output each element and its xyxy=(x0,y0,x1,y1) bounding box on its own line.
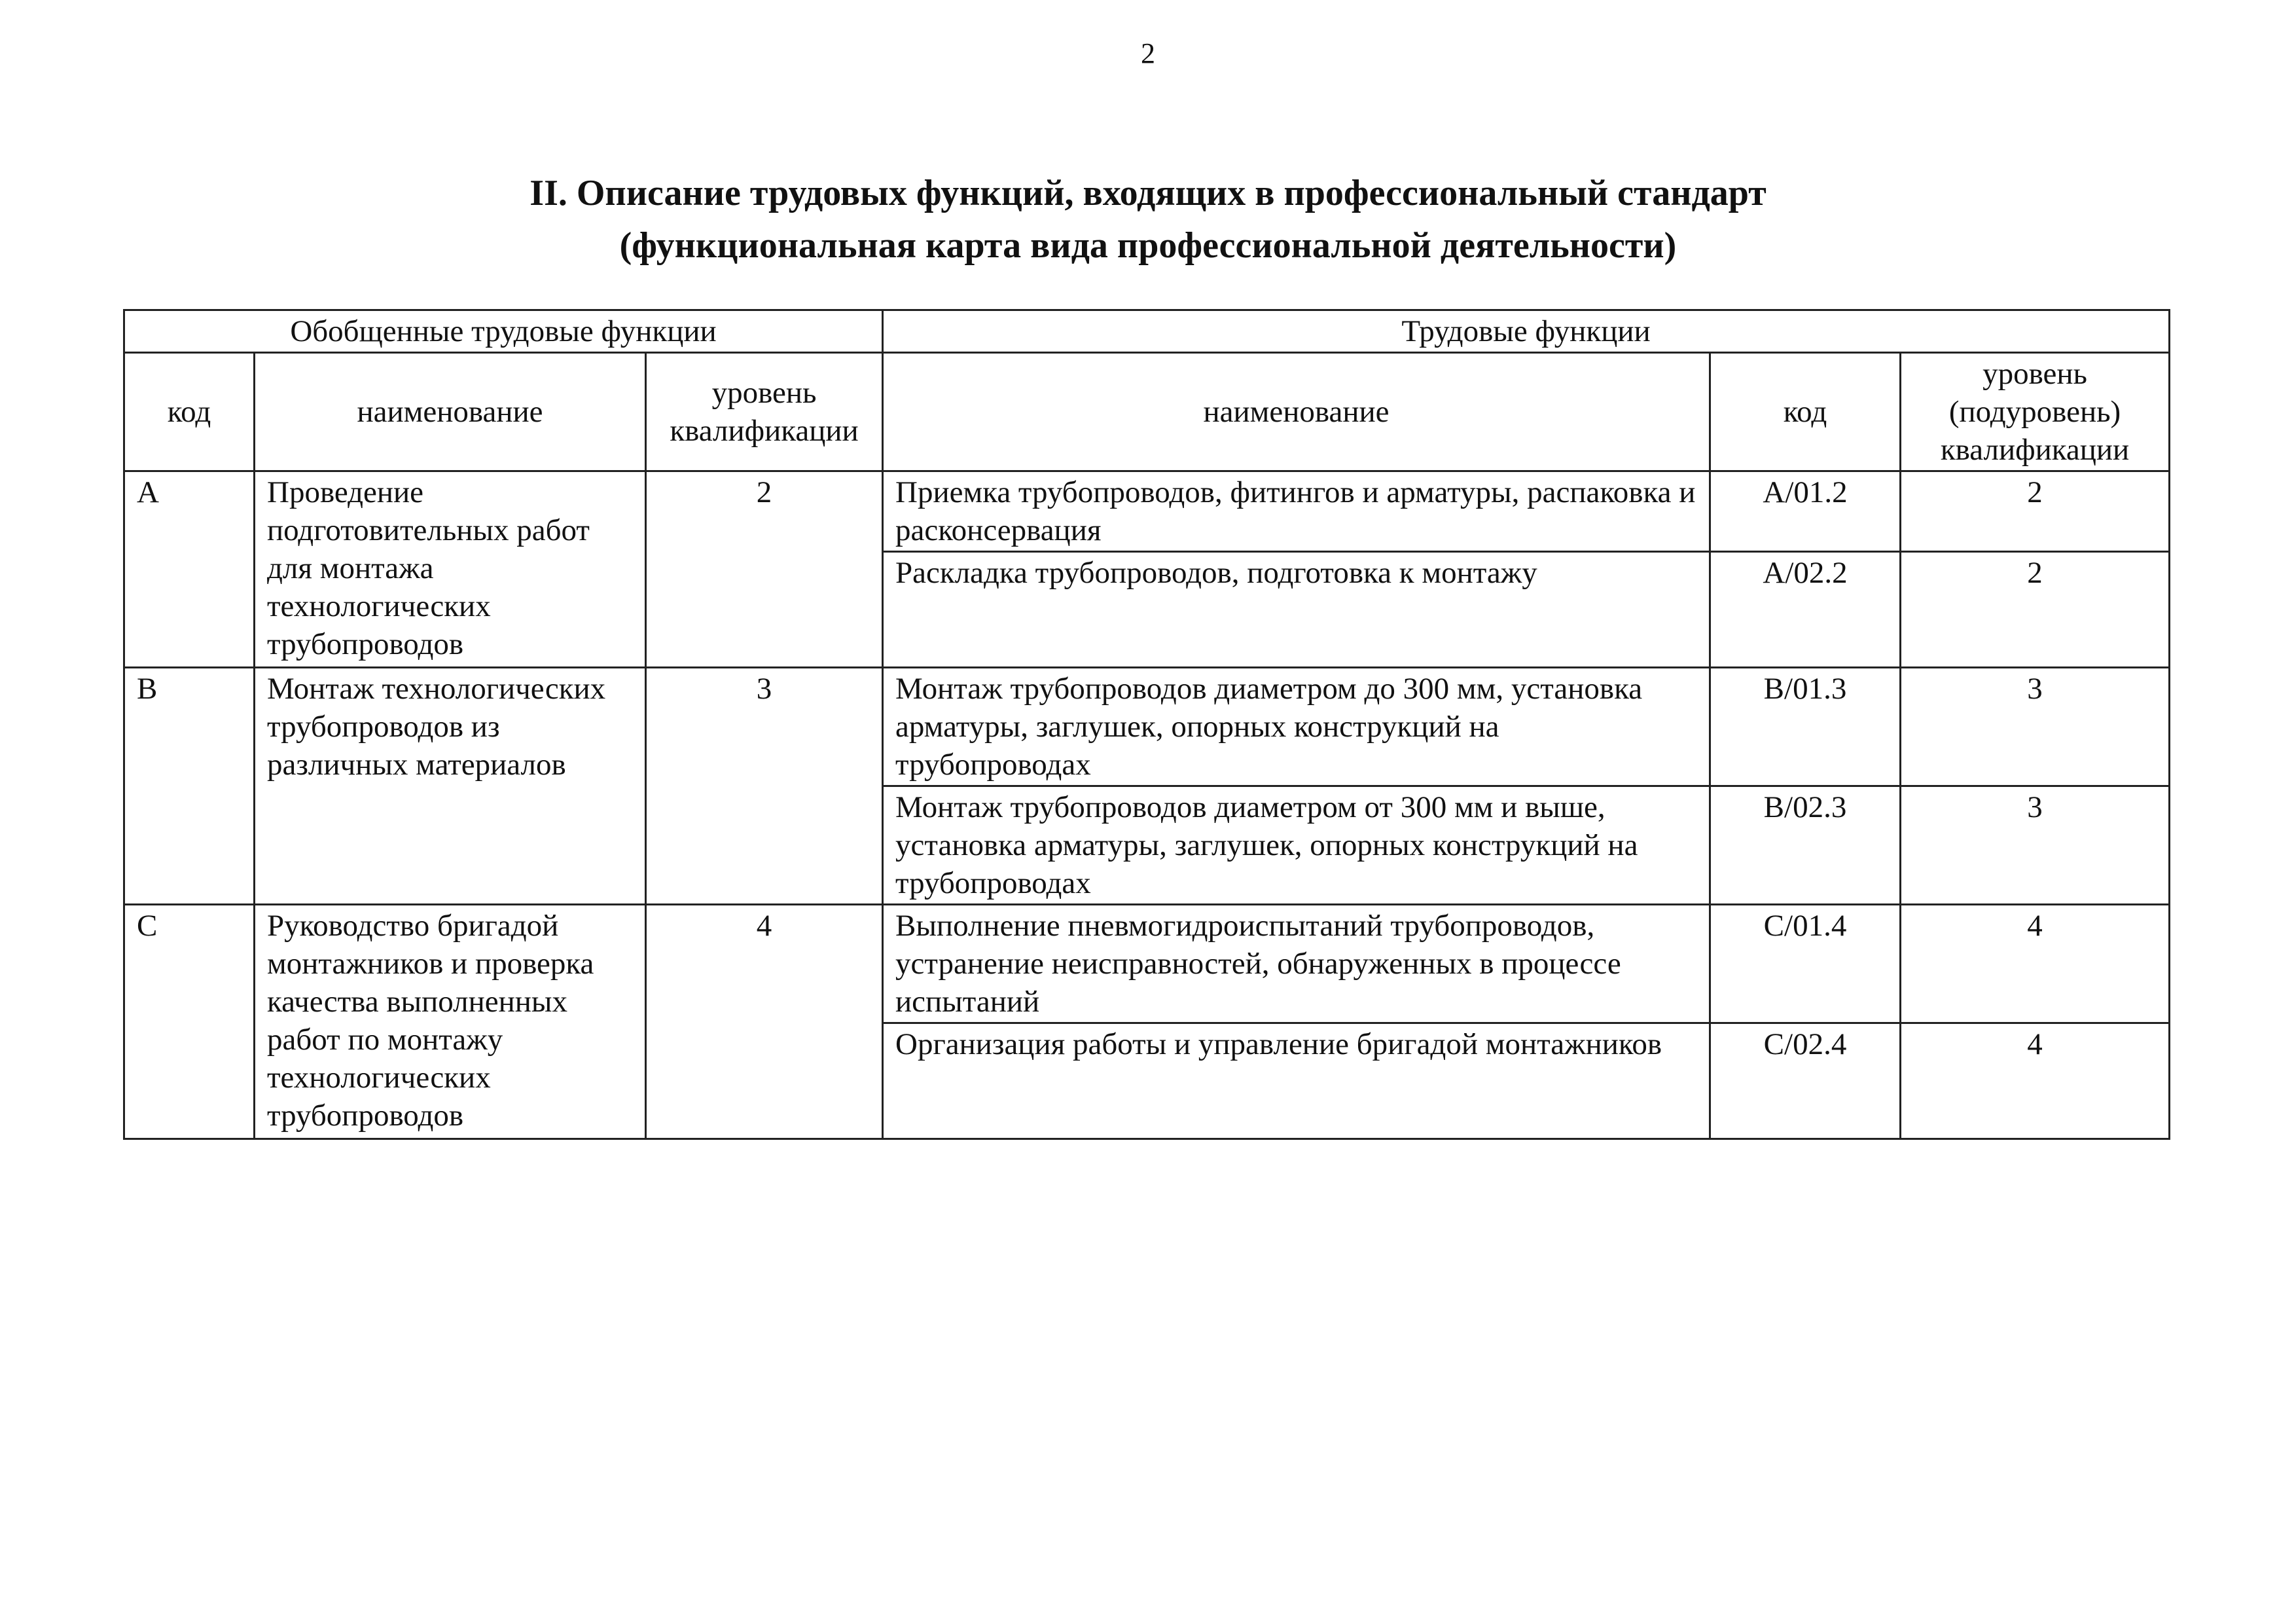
gen-code-cell: А xyxy=(124,471,255,668)
lab-name-cell: Раскладка трубопроводов, подготовка к монтажу xyxy=(883,552,1710,668)
table-row xyxy=(124,471,2170,552)
generalized-functions-header: Обобщенные трудовые функции xyxy=(124,310,883,353)
gen-code-cell: С xyxy=(124,905,255,1139)
lab-code-header: код xyxy=(1710,353,1901,471)
lab-level-header: уровень (подуровень) квалификации xyxy=(1901,353,2170,471)
section-title-line-2: (функциональная карта вида профессиональной деятельности) xyxy=(619,225,1677,266)
lab-code-cell: С/01.4 xyxy=(1710,905,1901,1023)
column-header-row xyxy=(124,353,2170,471)
gen-name-cell: Проведение подготовительных работ для монтажа технологических трубопроводов xyxy=(255,471,646,668)
lab-name-header: наименование xyxy=(883,353,1710,471)
group-header-row xyxy=(124,310,2170,353)
lab-name-cell: Приемка трубопроводов, фитингов и арматуры, распаковка и расконсервация xyxy=(883,471,1710,552)
lab-level-cell: 3 xyxy=(1901,668,2170,786)
gen-level-header: уровень квалификации xyxy=(646,353,883,471)
lab-level-cell: 2 xyxy=(1901,471,2170,552)
gen-level-cell: 2 xyxy=(646,471,883,668)
labor-functions-header: Трудовые функции xyxy=(883,310,2170,353)
lab-level-cell: 2 xyxy=(1901,552,2170,668)
functional-map-table xyxy=(123,309,2170,1140)
lab-name-cell: Монтаж трубопроводов диаметром до 300 мм, установка арматуры, заглушек, опорных конструкций на трубопроводах xyxy=(883,668,1710,786)
table-row xyxy=(124,668,2170,786)
section-title-line-1: II. Описание трудовых функций, входящих в профессиональный стандарт xyxy=(529,173,1767,213)
gen-name-header: наименование xyxy=(255,353,646,471)
lab-name-cell: Выполнение пневмогидроиспытаний трубопроводов, устранение неисправностей, обнаруженных в процессе испытаний xyxy=(883,905,1710,1023)
lab-level-cell: 4 xyxy=(1901,905,2170,1023)
gen-level-cell: 3 xyxy=(646,668,883,905)
page-number: 2 xyxy=(1141,37,1155,69)
table-row xyxy=(124,905,2170,1023)
gen-name-cell: Руководство бригадой монтажников и проверка качества выполненных работ по монтажу технологических трубопроводов xyxy=(255,905,646,1139)
lab-name-cell: Организация работы и управление бригадой монтажников xyxy=(883,1023,1710,1139)
lab-level-cell: 4 xyxy=(1901,1023,2170,1139)
lab-name-cell: Монтаж трубопроводов диаметром от 300 мм и выше, установка арматуры, заглушек, опорных конструкций на трубопроводах xyxy=(883,786,1710,905)
gen-code-cell: В xyxy=(124,668,255,905)
lab-level-cell: 3 xyxy=(1901,786,2170,905)
gen-level-cell: 4 xyxy=(646,905,883,1139)
lab-code-cell: В/02.3 xyxy=(1710,786,1901,905)
lab-code-cell: А/01.2 xyxy=(1710,471,1901,552)
lab-code-cell: С/02.4 xyxy=(1710,1023,1901,1139)
lab-code-cell: А/02.2 xyxy=(1710,552,1901,668)
lab-code-cell: В/01.3 xyxy=(1710,668,1901,786)
section-title xyxy=(0,167,2296,272)
gen-code-header: код xyxy=(124,353,255,471)
gen-name-cell: Монтаж технологических трубопроводов из различных материалов xyxy=(255,668,646,905)
